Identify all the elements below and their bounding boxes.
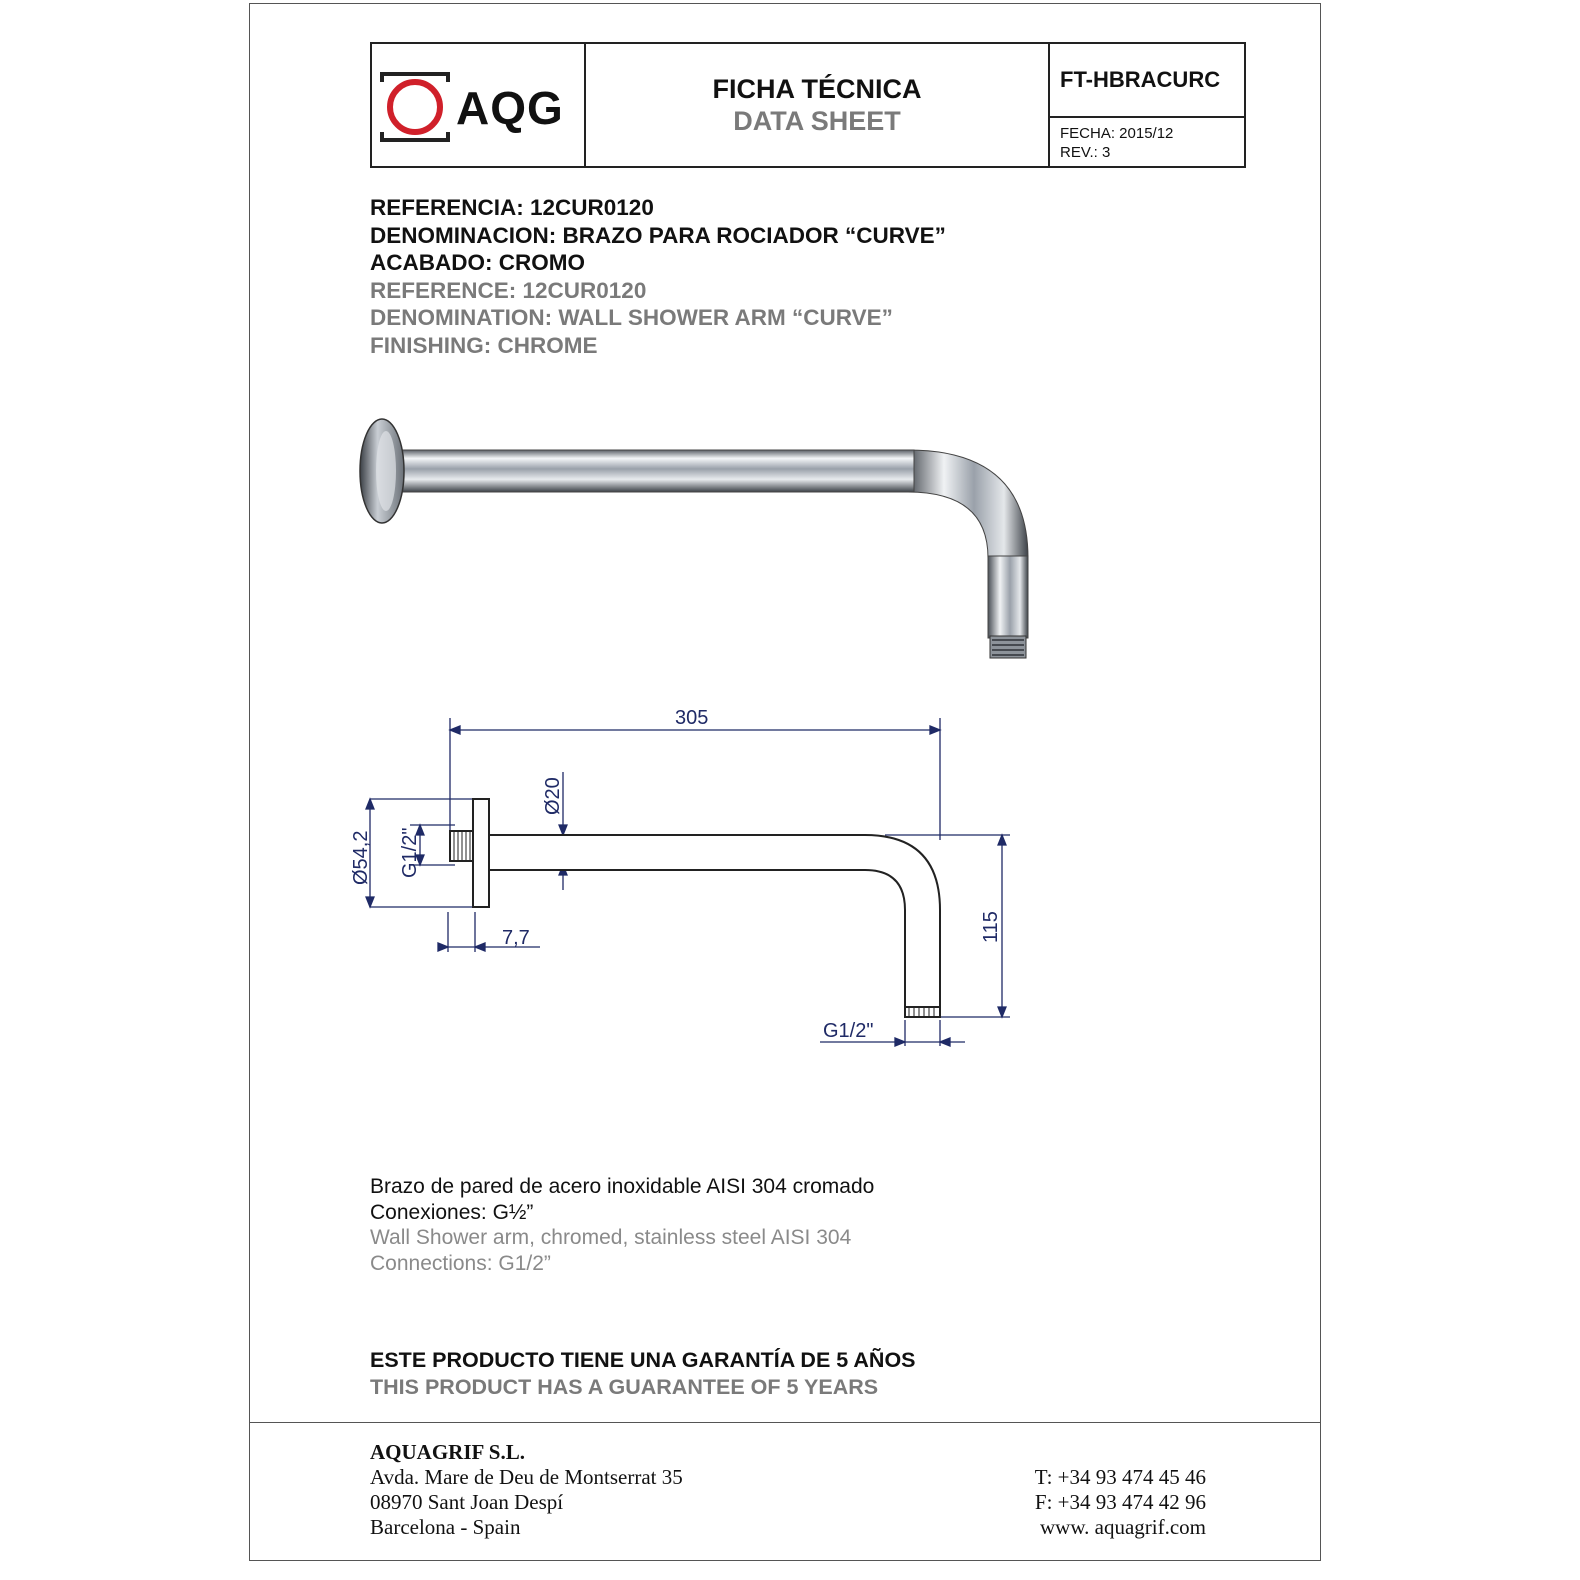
aqg-logo-icon xyxy=(380,72,450,142)
dim-inlet-thread: G1/2" xyxy=(399,827,421,878)
logo-text: AQG xyxy=(456,82,564,134)
dim-flange-diameter: Ø54,2 xyxy=(350,830,372,885)
guarantee xyxy=(370,1347,916,1401)
drawing-arm xyxy=(489,835,940,1007)
technical-drawing xyxy=(330,690,1030,1070)
title-cell xyxy=(586,44,1050,166)
dim-flange-depth: 7,7 xyxy=(502,927,530,949)
drawing-outlet-thread xyxy=(905,1007,940,1017)
footer-address xyxy=(370,1440,683,1540)
product-info xyxy=(370,194,946,359)
reference-es: REFERENCIA: 12CUR0120 xyxy=(370,195,654,220)
company-name: AQUAGRIF S.L. xyxy=(370,1440,525,1464)
description-line2-en: Connections: G1/2” xyxy=(370,1251,551,1275)
fax-number: F: +34 93 474 42 96 xyxy=(1034,1490,1206,1514)
date-rev-cell xyxy=(1050,118,1244,166)
denomination-es: DENOMINACION: BRAZO PARA ROCIADOR “CURVE” xyxy=(370,222,946,248)
description-line2-es: Conexiones: G½” xyxy=(370,1200,534,1224)
logo-cell xyxy=(372,44,586,166)
footer-contact xyxy=(1035,1465,1206,1540)
document-revision: REV.: 3 xyxy=(1060,144,1111,161)
document-date: FECHA: 2015/12 xyxy=(1060,125,1174,142)
title-spanish: FICHA TÉCNICA xyxy=(712,74,922,104)
dim-drop: 115 xyxy=(980,911,1002,943)
header-table xyxy=(370,42,1246,168)
product-photo xyxy=(348,408,1048,678)
address-line1: Avda. Mare de Deu de Montserrat 35 xyxy=(370,1465,683,1489)
finishing-en: FINISHING: CHROME xyxy=(370,332,598,358)
phone-number: T: +34 93 474 45 46 xyxy=(1034,1465,1206,1489)
address-line3: Barcelona - Spain xyxy=(370,1515,521,1539)
dim-outlet-thread: G1/2" xyxy=(823,1020,874,1042)
arm-horizontal xyxy=(384,450,914,492)
address-line2: 08970 Sant Joan Despí xyxy=(370,1490,564,1514)
arm-bend xyxy=(908,450,1028,558)
denomination-en: DENOMINATION: WALL SHOWER ARM “CURVE” xyxy=(370,305,893,330)
dim-length: 305 xyxy=(675,707,709,729)
code-cell xyxy=(1050,44,1244,166)
description-line1-en: Wall Shower arm, chromed, stainless steel AISI 304 xyxy=(370,1226,852,1249)
dim-pipe-diameter: Ø20 xyxy=(542,777,564,815)
website-link[interactable]: www. aquagrif.com xyxy=(1039,1515,1206,1539)
document-code: FT-HBRACURC xyxy=(1050,44,1244,118)
footer-divider xyxy=(249,1422,1321,1423)
arm-vertical xyxy=(988,556,1028,638)
guarantee-es: ESTE PRODUCTO TIENE UNA GARANTÍA DE 5 AÑOS xyxy=(370,1348,916,1372)
guarantee-en: THIS PRODUCT HAS A GUARANTEE OF 5 YEARS xyxy=(370,1375,879,1399)
drawing-flange xyxy=(473,799,489,907)
reference-en: REFERENCE: 12CUR0120 xyxy=(370,277,647,303)
finishing-es: ACABADO: CROMO xyxy=(370,250,585,275)
description-line1-es: Brazo de pared de acero inoxidable AISI 304 cromado xyxy=(370,1175,875,1198)
product-description xyxy=(370,1174,874,1276)
title-english: DATA SHEET xyxy=(733,106,901,136)
